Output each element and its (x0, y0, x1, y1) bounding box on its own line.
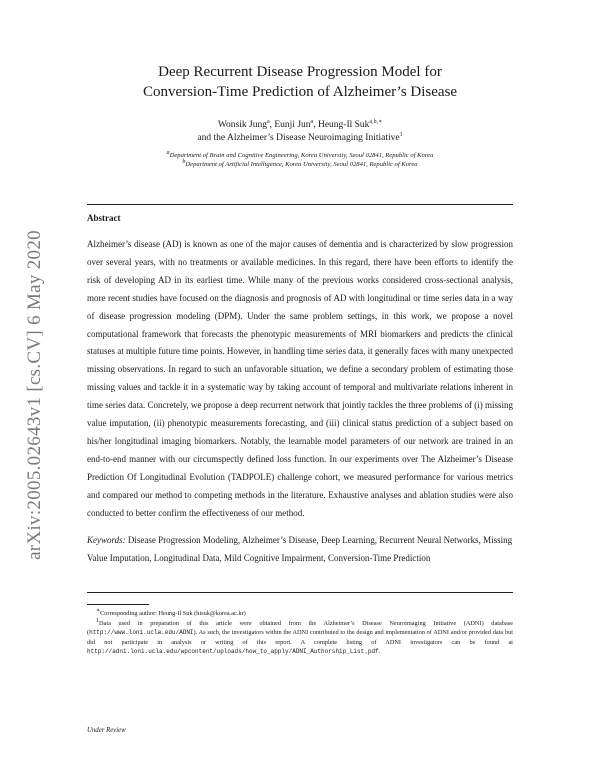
consortium-mark: 1 (399, 131, 403, 138)
abstract-top-rule (87, 204, 513, 205)
paper-title (90, 62, 510, 102)
affiliation-mark: a (166, 149, 170, 156)
footnotes (87, 609, 513, 657)
title-line-2: Conversion-Time Prediction of Alzheimer’s Disease (142, 84, 458, 100)
affiliation-b (90, 160, 510, 169)
author-affil-mark: a (310, 118, 314, 125)
footnote-text: ). As such, the investigators within the ADNI contributed to the design and implementation of ADNI and/or provided data but did not participate in analysis or writing of this report. A complete listing of ADNI investigators can be found at (87, 629, 513, 646)
author-line-2 (90, 132, 510, 145)
review-status: Under Review (87, 727, 126, 734)
author-affil-mark: a,b,∗ (369, 118, 383, 125)
adni-authorship-link[interactable]: http://adni.loni.ucla.edu/wpcontent/uploads/how_to_apply/ADNI_Authorship_List.pdf (87, 648, 379, 655)
footnote-mark: 1 (96, 617, 99, 624)
title-line-1: Deep Recurrent Disease Progression Model for (158, 64, 442, 80)
footnote-text: . (378, 648, 381, 655)
footnote-corresponding (87, 609, 513, 619)
keywords (87, 532, 513, 568)
consortium-name: and the Alzheimer’s Disease Neuroimaging Initiative (197, 133, 400, 143)
abstract-body: Alzheimer’s disease (AD) is known as one of the major causes of dementia and is characterized by slow progression over several years, with no treatments or available medicines. In this regard, there have been efforts to identify the risk of developing AD in its earliest time. While many of the previous works considered cross-sectional analysis, more recent studies have focused on the diagnosis and prognosis of AD with longitudinal or time series data in a way of disease progression modeling (DPM). Under the same problem settings, in this work, we propose a novel computational framework that forecasts the phenotypic measurements of MRI biomarkers and predicts the clinical statuses at multiple future time points. However, in handling time series data, it generally faces with many unexpected missing observations. In regard to such an unfavorable situation, we define a secondary problem of estimating those missing values and tackle it in a systematic way by taking account of temporal and multivariate relations inherent in time series data. Concretely, we propose a deep recurrent network that jointly tackles the three problems of (i) missing value imputation, (ii) phenotypic measurements forecasting, and (iii) clinical status prediction of a subject based on his/her longitudinal imaging biomarkers. Notably, the learnable model parameters of our network are trained in an end-to-end manner with our circumspectly defined loss function. In our experiments over The Alzheimer’s Disease Prediction Of Longitudinal Evolution (TADPOLE) challenge cohort, we measured performance for various metrics and compared our method to competing methods in the literature. Exhaustive analyses and ablation studies were also conducted to better confirm the effectiveness of our method. (87, 239, 513, 518)
author-separator: , (269, 120, 275, 130)
footnote-text: Data used in preparation of this article were obtained from the Alzheimer’s Disease Neuroimaging Initiative (ADNI) database ( (87, 619, 513, 636)
arxiv-stamp-text: arXiv:2005.02643v1 [cs.CV] 6 May 2020 (24, 230, 45, 560)
abstract-heading: Abstract (87, 213, 121, 223)
author-name: Heung-Il Suk (317, 120, 370, 130)
footnote-rule (87, 604, 149, 605)
affiliations (90, 151, 510, 169)
keywords-text: Disease Progression Modeling, Alzheimer’s Disease, Deep Learning, Recurrent Neural Networks, Missing Value Imputation, Longitudinal Data, Mild Cognitive Impairment, Conversion-Time Prediction (87, 535, 513, 563)
affiliation-mark: b (182, 158, 186, 165)
abstract-bottom-rule (87, 592, 513, 593)
author-affil-mark: a (266, 118, 270, 125)
author-block (90, 119, 510, 145)
keywords-label: Keywords: (87, 535, 126, 545)
author-line-1 (90, 119, 510, 132)
footnote-data (87, 619, 513, 657)
author-separator: , (313, 120, 318, 130)
footnote-text: Corresponding author: Heung-Il Suk (hisuk@korea.ac.kr) (100, 610, 246, 617)
author-name: Eunji Jun (274, 120, 311, 130)
affiliation-text: Department of Artificial Intelligence, Korea University, Seoul 02841, Republic of Korea (185, 161, 418, 168)
author-name: Wonsik Jung (217, 120, 267, 130)
arxiv-stamp (16, 200, 54, 590)
adni-link[interactable]: http://www.loni.ucla.edu/ADNI (89, 629, 194, 636)
affiliation-a (90, 151, 510, 160)
footnote-mark: ∗ (96, 607, 101, 614)
affiliation-text: Department of Brain and Cognitive Engineering, Korea University, Seoul 02841, Republic of Korea (169, 152, 434, 159)
